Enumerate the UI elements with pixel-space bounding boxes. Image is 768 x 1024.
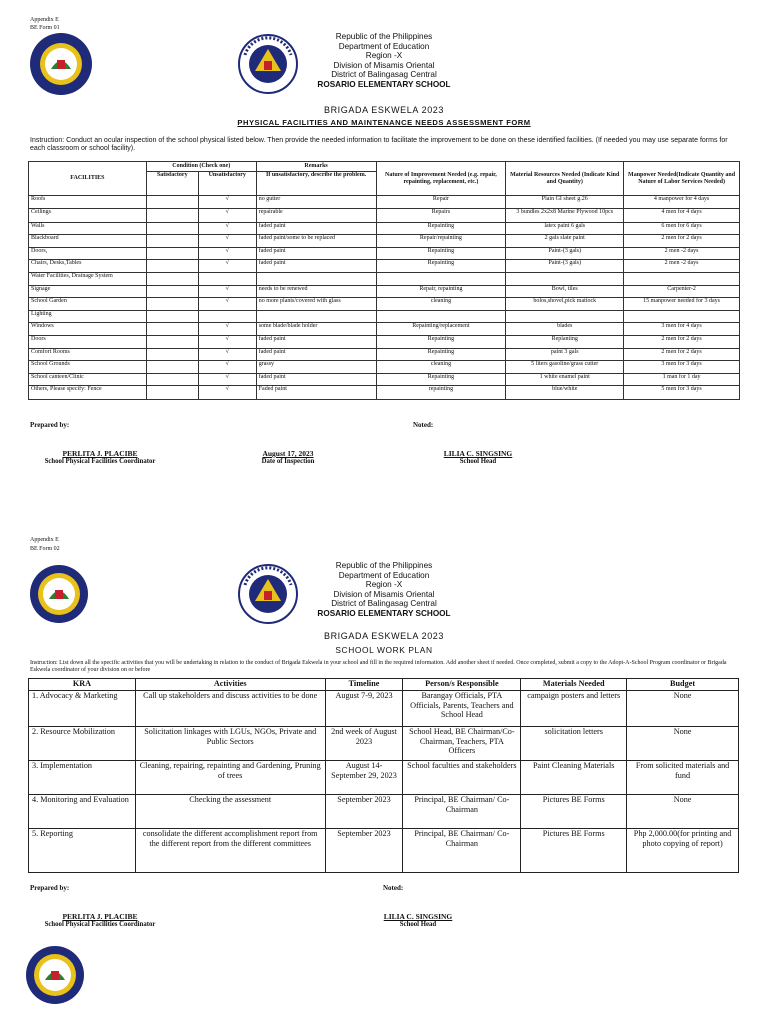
cell-material: 1 white enamel paint bbox=[506, 373, 624, 386]
cell-nature bbox=[376, 272, 506, 285]
cell-remarks: faded paint bbox=[256, 222, 376, 235]
form2-title: BRIGADA ESKWELA 2023 bbox=[323, 631, 445, 641]
header-line: Division of Misamis Oriental bbox=[333, 60, 435, 70]
cell-remarks: Faded paint bbox=[256, 386, 376, 400]
cell-manpower: 5 men for 3 days bbox=[624, 386, 740, 400]
cell-nature: Repairs bbox=[376, 208, 506, 222]
cell-facility: Walls bbox=[29, 222, 147, 235]
cell-materials: Paint Cleaning Materials bbox=[521, 761, 627, 795]
col-unsatisfactory: Unsatisfactory bbox=[198, 172, 256, 196]
cell-nature: repainting bbox=[376, 386, 506, 400]
cell-material: blades bbox=[506, 323, 624, 336]
col-condition: Condition (Check one) bbox=[146, 162, 256, 172]
cell-persons: Principal, BE Chairman/ Co-Chairman bbox=[403, 795, 521, 829]
table-row bbox=[29, 196, 740, 209]
header-line: District of Balingasag Central bbox=[331, 599, 437, 609]
cell-unsatisfactory: √ bbox=[198, 335, 256, 348]
form1-title: BRIGADA ESKWELA 2023 bbox=[323, 105, 445, 115]
cell-facility: Windows bbox=[29, 323, 147, 336]
cell-manpower: 2 men for 2 days bbox=[624, 335, 740, 348]
cell-manpower: 3 men for 4 days bbox=[624, 323, 740, 336]
cell-satisfactory bbox=[146, 310, 198, 323]
table-row bbox=[29, 727, 739, 761]
cell-material: Paint-(3 gals) bbox=[506, 247, 624, 260]
table-row bbox=[29, 260, 740, 273]
table-row bbox=[29, 829, 739, 873]
cell-materials: Pictures BE Forms bbox=[521, 829, 627, 873]
cell-remarks: no more plants/covered with glass bbox=[256, 298, 376, 311]
cell-material bbox=[506, 310, 624, 323]
table-row bbox=[29, 247, 740, 260]
col-timeline: Timeline bbox=[325, 679, 403, 691]
facilities-assessment-table bbox=[28, 161, 740, 400]
school-seal-logo bbox=[30, 33, 92, 95]
cell-nature: cleaning bbox=[376, 298, 506, 311]
cell-materials: Pictures BE Forms bbox=[521, 795, 627, 829]
cell-persons: Principal, BE Chairman/ Co-Chairman bbox=[403, 829, 521, 873]
cell-nature: Repainting bbox=[376, 335, 506, 348]
col-budget: Budget bbox=[627, 679, 739, 691]
header-line: District of Balingasag Central bbox=[331, 70, 437, 80]
cell-budget: Php 2,000.00(for printing and photo copying of report) bbox=[627, 829, 739, 873]
table-row bbox=[29, 285, 740, 298]
cell-manpower: 2 men for 2 days bbox=[624, 235, 740, 248]
cell-remarks: repairable bbox=[256, 208, 376, 222]
cell-facility: Doors bbox=[29, 335, 147, 348]
header-line: Division of Misamis Oriental bbox=[333, 589, 435, 599]
table-row bbox=[29, 272, 740, 285]
cell-activities: Checking the assessment bbox=[135, 795, 325, 829]
cell-activities: Call up stakeholders and discuss activities to be done bbox=[135, 691, 325, 727]
cell-material bbox=[506, 272, 624, 285]
appendix-label: Appendix E bbox=[30, 17, 59, 23]
cell-manpower: 4 manpower for 4 days bbox=[624, 196, 740, 209]
cell-facility: Doors, bbox=[29, 247, 147, 260]
cell-manpower: 2 men for 2 days bbox=[624, 348, 740, 361]
cell-remarks: grassy bbox=[256, 361, 376, 374]
table-row bbox=[29, 795, 739, 829]
cell-unsatisfactory: √ bbox=[198, 235, 256, 248]
form2-header bbox=[284, 561, 484, 619]
cell-persons: School faculties and stakeholders bbox=[403, 761, 521, 795]
form1-instruction: Instruction: Conduct an ocular inspection of the school physical listed below. Then provide the needed information to facilitate the improvement to be done on these identified facilities. (If needed you may use separate forms for each classroom or school facility). bbox=[30, 137, 728, 153]
cell-remarks: faded paint/some to be replaced bbox=[256, 235, 376, 248]
date-value: August 17, 2023 bbox=[262, 449, 314, 458]
cell-remarks: some blade/blade holder bbox=[256, 323, 376, 336]
noted-label: Noted: bbox=[383, 884, 404, 892]
cell-kra: 5. Reporting bbox=[29, 829, 136, 873]
table-row bbox=[29, 386, 740, 400]
cell-activities: Solicitation linkages with LGUs, NGOs, Private and Public Sectors bbox=[135, 727, 325, 761]
table-row bbox=[29, 373, 740, 386]
cell-remarks: faded paint bbox=[256, 260, 376, 273]
inspection-date bbox=[238, 449, 338, 465]
noted-role: School Head bbox=[459, 458, 497, 465]
cell-nature: Repair bbox=[376, 196, 506, 209]
cell-unsatisfactory: √ bbox=[198, 260, 256, 273]
cell-unsatisfactory: √ bbox=[198, 196, 256, 209]
noted-signature bbox=[428, 449, 528, 465]
date-label: Date of Inspection bbox=[261, 458, 315, 465]
cell-timeline: 2nd week of August 2023 bbox=[325, 727, 403, 761]
cell-satisfactory bbox=[146, 361, 198, 374]
table-row bbox=[29, 348, 740, 361]
cell-kra: 3. Implementation bbox=[29, 761, 136, 795]
noted-label: Noted: bbox=[413, 421, 434, 429]
prepared-signature bbox=[30, 912, 170, 928]
col-activities: Activities bbox=[135, 679, 325, 691]
cell-budget: From solicited materials and fund bbox=[627, 761, 739, 795]
cell-facility: Chairs, Desks,Tables bbox=[29, 260, 147, 273]
cell-activities: consolidate the different accomplishment report from the different report from the different committees bbox=[135, 829, 325, 873]
cell-satisfactory bbox=[146, 222, 198, 235]
cell-material: Bowl, tiles bbox=[506, 285, 624, 298]
cell-facility: Ceilings bbox=[29, 208, 147, 222]
col-materials: Materials Needed bbox=[521, 679, 627, 691]
table-row bbox=[29, 310, 740, 323]
school-seal-logo bbox=[28, 563, 90, 625]
noted-signature bbox=[368, 912, 468, 928]
cell-manpower: 3 men for 3 days bbox=[624, 361, 740, 374]
cell-manpower bbox=[624, 310, 740, 323]
cell-material: Paint-(3 gals) bbox=[506, 260, 624, 273]
cell-timeline: September 2023 bbox=[325, 795, 403, 829]
cell-facility: School Garden bbox=[29, 298, 147, 311]
col-facilities: FACILITIES bbox=[29, 162, 147, 196]
table-row bbox=[29, 691, 739, 727]
noted-role: School Head bbox=[399, 921, 437, 928]
cell-nature: Repair/repainting bbox=[376, 235, 506, 248]
table-row bbox=[29, 761, 739, 795]
cell-manpower: 1 man for 1 day bbox=[624, 373, 740, 386]
table-row bbox=[29, 208, 740, 222]
prepared-name: PERLITA J. PLACIBE bbox=[62, 912, 138, 921]
cell-manpower bbox=[624, 272, 740, 285]
cell-material: Replanting bbox=[506, 335, 624, 348]
form2-subtitle: SCHOOL WORK PLAN bbox=[335, 645, 433, 655]
cell-material: 3 bundles 2x2x8 Marine Plywood 10pcs bbox=[506, 208, 624, 222]
prepared-by-label: Prepared by: bbox=[30, 421, 70, 429]
cell-nature: Repainting bbox=[376, 260, 506, 273]
cell-satisfactory bbox=[146, 208, 198, 222]
cell-unsatisfactory: √ bbox=[198, 373, 256, 386]
noted-name: LILIA C. SINGSING bbox=[443, 449, 513, 458]
col-kra: KRA bbox=[29, 679, 136, 691]
table-row bbox=[29, 222, 740, 235]
prepared-role: School Physical Facilities Coordinator bbox=[44, 458, 156, 465]
cell-material: blue/white bbox=[506, 386, 624, 400]
school-name: ROSARIO ELEMENTARY SCHOOL bbox=[317, 79, 451, 89]
cell-material: Plain GI sheet g.26 bbox=[506, 196, 624, 209]
table-row bbox=[29, 335, 740, 348]
cell-material: bolos,shovel,pick mattock bbox=[506, 298, 624, 311]
table-row bbox=[29, 298, 740, 311]
table-row bbox=[29, 323, 740, 336]
cell-manpower: 6 men for 6 days bbox=[624, 222, 740, 235]
cell-satisfactory bbox=[146, 335, 198, 348]
cell-unsatisfactory: √ bbox=[198, 247, 256, 260]
cell-materials: solicitation letters bbox=[521, 727, 627, 761]
cell-satisfactory bbox=[146, 323, 198, 336]
cell-facility: Water Facilities, Drainage System bbox=[29, 272, 147, 285]
cell-satisfactory bbox=[146, 373, 198, 386]
cell-manpower: 2 men -2 days bbox=[624, 247, 740, 260]
school-name: ROSARIO ELEMENTARY SCHOOL bbox=[317, 608, 451, 618]
cell-remarks: faded paint bbox=[256, 373, 376, 386]
cell-unsatisfactory: √ bbox=[198, 348, 256, 361]
cell-timeline: August 7-9, 2023 bbox=[325, 691, 403, 727]
cell-satisfactory bbox=[146, 272, 198, 285]
cell-remarks: needs to be renewed bbox=[256, 285, 376, 298]
cell-satisfactory bbox=[146, 386, 198, 400]
cell-remarks bbox=[256, 272, 376, 285]
header-line: Department of Education bbox=[338, 570, 430, 580]
col-manpower: Manpower Needed(Indicate Quantity and Nature of Labor Services Needed) bbox=[624, 162, 740, 196]
cell-unsatisfactory: √ bbox=[198, 298, 256, 311]
header-line: Region -X bbox=[365, 51, 403, 61]
cell-unsatisfactory: √ bbox=[198, 208, 256, 222]
cell-manpower: 2 men -2 days bbox=[624, 260, 740, 273]
header-line: Republic of the Philippines bbox=[335, 32, 433, 41]
cell-facility: Blackboard bbox=[29, 235, 147, 248]
school-work-plan-table bbox=[28, 678, 739, 873]
cell-nature: Repainting bbox=[376, 348, 506, 361]
cell-unsatisfactory: √ bbox=[198, 386, 256, 400]
cell-remarks bbox=[256, 310, 376, 323]
cell-facility: School Grounds bbox=[29, 361, 147, 374]
col-remarks: Remarks bbox=[256, 162, 376, 172]
cell-kra: 4. Monitoring and Evaluation bbox=[29, 795, 136, 829]
school-seal-logo bbox=[24, 944, 86, 1006]
cell-facility: Roofs bbox=[29, 196, 147, 209]
cell-manpower: 4 men for 4 days bbox=[624, 208, 740, 222]
prepared-by-label: Prepared by: bbox=[30, 884, 70, 892]
cell-budget: None bbox=[627, 691, 739, 727]
cell-material: 5 liters gasoline/grass cutter bbox=[506, 361, 624, 374]
cell-timeline: August 14- September 29, 2023 bbox=[325, 761, 403, 795]
cell-material: paint 3 gals bbox=[506, 348, 624, 361]
cell-budget: None bbox=[627, 795, 739, 829]
form-number: BE Form 01 bbox=[30, 25, 60, 31]
cell-satisfactory bbox=[146, 247, 198, 260]
cell-materials: campaign posters and letters bbox=[521, 691, 627, 727]
cell-facility: Lighting bbox=[29, 310, 147, 323]
cell-facility: Signage bbox=[29, 285, 147, 298]
cell-activities: Cleaning, repairing, repainting and Gardening, Pruning of trees bbox=[135, 761, 325, 795]
cell-persons: School Head, BE Chairman/Co-Chairman, Teachers, PTA Officers bbox=[403, 727, 521, 761]
cell-material: 2 gals slate paint bbox=[506, 235, 624, 248]
cell-unsatisfactory: √ bbox=[198, 323, 256, 336]
prepared-name: PERLITA J. PLACIBE bbox=[62, 449, 138, 458]
cell-remarks: faded paint bbox=[256, 247, 376, 260]
cell-nature: Repainting bbox=[376, 222, 506, 235]
cell-remarks: no gutter bbox=[256, 196, 376, 209]
cell-facility: Others, Please specify: Fence bbox=[29, 386, 147, 400]
cell-kra: 1. Advocacy & Marketing bbox=[29, 691, 136, 727]
form-number: BE Form 02 bbox=[30, 546, 60, 552]
cell-remarks: faded paint bbox=[256, 335, 376, 348]
cell-budget: None bbox=[627, 727, 739, 761]
table-row bbox=[29, 235, 740, 248]
cell-nature: cleaning bbox=[376, 361, 506, 374]
col-remarks-sub: If unsatisfactory, describe the problem. bbox=[256, 172, 376, 196]
cell-manpower: 15 manpower needed for 3 days bbox=[624, 298, 740, 311]
cell-satisfactory bbox=[146, 196, 198, 209]
cell-unsatisfactory: √ bbox=[198, 222, 256, 235]
cell-satisfactory bbox=[146, 285, 198, 298]
col-material: Material Resources Needed (Indicate Kind and Quantity) bbox=[506, 162, 624, 196]
prepared-role: School Physical Facilities Coordinator bbox=[44, 921, 156, 928]
cell-material: latex paint 6 gals bbox=[506, 222, 624, 235]
cell-unsatisfactory: √ bbox=[198, 361, 256, 374]
cell-satisfactory bbox=[146, 298, 198, 311]
prepared-signature bbox=[30, 449, 170, 465]
cell-nature: Repainting/replacement bbox=[376, 323, 506, 336]
cell-nature: Repair, repainting bbox=[376, 285, 506, 298]
form1-subtitle: PHYSICAL FACILITIES AND MAINTENANCE NEEDS ASSESSMENT FORM bbox=[237, 118, 531, 127]
cell-kra: 2. Resource Mobilization bbox=[29, 727, 136, 761]
header-line: Department of Education bbox=[338, 41, 430, 51]
cell-facility: Comfort Rooms bbox=[29, 348, 147, 361]
noted-name: LILIA C. SINGSING bbox=[383, 912, 453, 921]
cell-nature bbox=[376, 310, 506, 323]
cell-unsatisfactory bbox=[198, 310, 256, 323]
col-persons: Person/s Responsible bbox=[403, 679, 521, 691]
cell-manpower: Carpenter-2 bbox=[624, 285, 740, 298]
cell-satisfactory bbox=[146, 260, 198, 273]
cell-unsatisfactory: √ bbox=[198, 285, 256, 298]
appendix-label: Appendix E bbox=[30, 537, 59, 543]
table-row bbox=[29, 361, 740, 374]
cell-unsatisfactory bbox=[198, 272, 256, 285]
form2-instruction: Instruction: List down all the specific activities that you will be undertaking in relation to the conduct of Brigada Eskwela in your school and fill in the required information. Add another sheet if needed. Once completed, submit a copy to the Adopt-A-School Program coordinator or Brigada Eskwela coordinator of your division on or before bbox=[30, 660, 727, 674]
cell-nature: Repainting bbox=[376, 247, 506, 260]
cell-timeline: September 2023 bbox=[325, 829, 403, 873]
cell-nature: Repainting bbox=[376, 373, 506, 386]
header-line: Republic of the Philippines bbox=[335, 561, 433, 570]
cell-satisfactory bbox=[146, 348, 198, 361]
col-satisfactory: Satisfactory bbox=[146, 172, 198, 196]
header-line: Region -X bbox=[365, 580, 403, 590]
cell-facility: School canteen/Clinic bbox=[29, 373, 147, 386]
cell-persons: Barangay Officials, PTA Officials, Parents, Teachers and School Head bbox=[403, 691, 521, 727]
cell-remarks: faded paint bbox=[256, 348, 376, 361]
col-nature: Nature of Improvement Needed (e.g. repair, repainting, replacement, etc.) bbox=[376, 162, 506, 196]
form1-header bbox=[284, 32, 484, 90]
cell-satisfactory bbox=[146, 235, 198, 248]
